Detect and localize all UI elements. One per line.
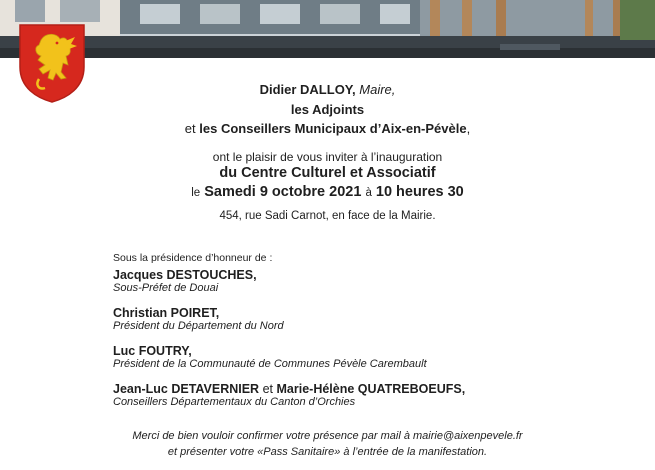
dignitary-names: [113, 382, 465, 396]
conseillers-prefix: et: [184, 121, 196, 136]
event-date-line: [0, 184, 655, 200]
host-name: Didier DALLOY,: [259, 82, 356, 97]
event-time: 10 heures 30: [375, 184, 464, 200]
presidence-label: Sous la présidence d’honneur de :: [113, 252, 273, 264]
adjoints-text: les Adjoints: [290, 102, 365, 117]
dignitary-name: Christian POIRET,: [113, 306, 220, 320]
date-prefix: le: [191, 187, 201, 199]
dignitary-name: Jean-Luc DETAVERNIER: [113, 382, 260, 396]
event-title-text: du Centre Culturel et Associatif: [219, 165, 436, 181]
dignitary-item: [113, 306, 284, 332]
dignitary-role: Président du Département du Nord: [113, 320, 284, 332]
conseillers-suffix: ,: [466, 121, 471, 136]
dignitary-name: Jacques DESTOUCHES,: [113, 268, 257, 282]
dignitary-name-join: et: [262, 382, 274, 396]
adjoints-line: [0, 102, 655, 117]
building-photo: [0, 0, 655, 58]
dignitary-role: Sous-Préfet de Douai: [113, 282, 219, 294]
event-address: 454, rue Sadi Carnot, en face de la Mairie.: [219, 210, 436, 222]
dignitary-item: [113, 382, 465, 408]
host-title: Maire,: [359, 82, 396, 97]
host-line: [0, 82, 655, 97]
conseillers-text: les Conseillers Municipaux d’Aix-en-Pévèle: [199, 121, 467, 136]
header-photo-banner: [0, 0, 655, 58]
event-date: Samedi 9 octobre 2021: [204, 184, 362, 200]
pass-sanitaire-note: et présenter votre «Pass Sanitaire» à l’entrée de la manifestation.: [167, 446, 488, 458]
dignitary-name-2: Marie-Hélène QUATREBOEUFS,: [276, 382, 466, 396]
dignitary-item: [113, 344, 427, 370]
event-title: [0, 165, 655, 181]
invite-line: ont le plaisir de vous inviter à l’inauguration: [212, 150, 443, 164]
date-join: à: [365, 187, 372, 199]
dignitary-role: Président de la Communauté de Communes Pévèle Carembault: [113, 358, 427, 370]
conseillers-line: [0, 121, 655, 136]
dignitary-role: Conseillers Départementaux du Canton d’Orchies: [113, 396, 356, 408]
rsvp-note: Merci de bien vouloir confirmer votre présence par mail à mairie@aixenpevele.fr: [132, 430, 523, 442]
dignitary-name: Luc FOUTRY,: [113, 344, 192, 358]
dignitary-item: [113, 268, 257, 294]
